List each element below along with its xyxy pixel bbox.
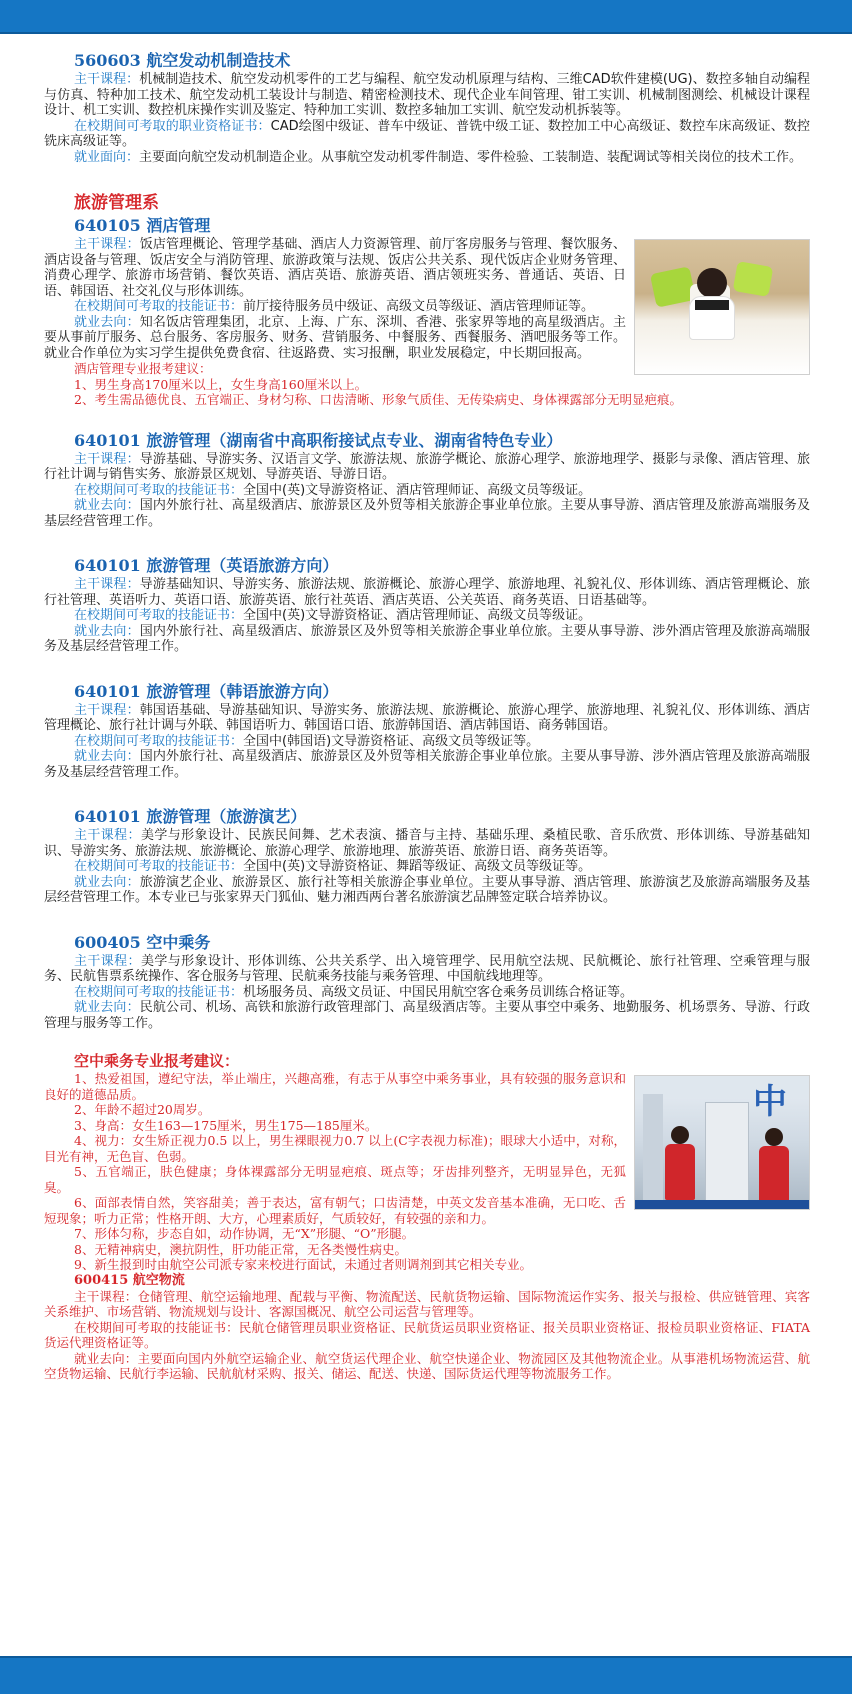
cert-text: 全国中(英)文导游资格证、酒店管理师证、高级文员等级证。 [243,608,592,623]
major-title: 640101 旅游管理（湖南省中高职衔接试点专业、湖南省特色专业） [74,430,563,450]
courses-label: 主干课程： [74,577,140,592]
major-cert [44,734,810,750]
major-title: 600405 空中乘务 [74,932,211,952]
major-job [44,498,810,529]
advice-item: 3、身高：女生163—175厘米，男生175—185厘米。 [74,1117,378,1133]
major-cert [44,608,810,624]
major-title-600415: 600415 航空物流 [74,1272,185,1288]
bottom-banner [0,1656,852,1694]
cert-text: 全国中(韩国语)文导游资格证、高级文员等级证等。 [243,733,540,749]
courses-text: 美学与形象设计、民族民间舞、艺术表演、播音与主持、基础乐理、桑植民歌、音乐欣赏、形体训练、导游基础知识、导游实务、旅游法规、旅游概论、旅游心理学、旅游地理、旅游英语、旅游日语、商务英语等。 [44,828,810,859]
major-640101-english [44,555,810,655]
major-cert [44,119,810,150]
job-label: 就业面向： [74,149,140,165]
hotel-photo [634,239,810,375]
job-label: 就业去向： [74,874,140,890]
cert-label: 在校期间可考取的技能证书： [74,859,244,874]
cert-label: 在校期间可考取的技能证书： [74,608,244,623]
major-courses [44,703,810,734]
advice-item: 2、考生需品德优良、五官端正、身材匀称、口齿清晰、形象气质佳、无传染病史、身体裸露部分无明显疤痕。 [74,392,682,407]
job-text: 旅游演艺企业、旅游景区、旅行社等相关旅游企事业单位。主要从事导游、酒店管理、旅游演艺及旅游高端服务及基层经营管理工作。本专业已与张家界天门狐仙、魅力湘西两台著名旅游演艺品牌签定联合培养协议。 [44,874,810,905]
job-label: 就业去向： [74,314,140,330]
job-text: 主要面向航空发动机制造企业。从事航空发动机零件制造、零件检验、工装制造、装配调试等相关岗位的技术工作。 [139,149,803,165]
major-560603 [44,50,810,165]
major-title: 640101 旅游管理（韩语旅游方向） [74,681,339,701]
cert-text: 机场服务员、高级文员证、中国民用航空客仓乘务员训练合格证等。 [243,984,634,1000]
major-job [44,875,810,906]
advice-item: 1、男生身高170厘米以上，女生身高160厘米以上。 [74,376,368,392]
advice-item: 1、热爱祖国，遵纪守法，举止端庄，兴趣高雅，有志于从事空中乘务事业，具有较强的服务意识和良好的道德品质。 [44,1071,626,1102]
job-label: 就业去向： [74,498,140,513]
advice-item: 8、无精神病史，澳抗阴性，肝功能正常，无各类慢性病史。 [74,1241,407,1257]
major-job [44,1000,810,1031]
job-label: 就业去向： [74,749,140,764]
courses-label: 主干课程： [74,72,140,87]
advice-item: 4、视力：女生矫正视力0.5 以上，男生裸眼视力0.7 以上(C字表视力标准)；眼球大小适中，对称，目光有神，无色盲、色弱。 [44,1133,626,1164]
major-640105 [44,191,810,408]
major-title: 640101 旅游管理（旅游演艺） [74,807,307,826]
flight-attendant-advice [44,1051,810,1382]
job-label: 就业去向： [74,1000,140,1015]
major-job [44,749,810,780]
advice-item: 6、面部表情自然，笑容甜美；善于表达，富有朝气；口齿清楚，中英文发音基本准确，无口吃、舌短现象；听力正常；性格开朗、大方，心理素质好，气质较好，有较强的亲和力。 [44,1195,626,1226]
advice-item: 2、年龄不超过20周岁。 [74,1102,211,1117]
major-courses [44,828,810,859]
cert-label: 在校期间可考取的技能证书： [74,733,244,749]
courses-label: 主干课程： [74,702,140,718]
major-job: 就业去向：主要面向国内外航空运输企业、航空货运代理企业、航空快递企业、物流园区及其他物流企业。从事港机场物流运营、航空货物运输、民航行李运输、民航航材采购、报关、储运、配送、快递、国际货运代理等物流服务工作。 [44,1350,810,1381]
courses-text: 美学与形象设计、形体训练、公共关系学、出入境管理学、民用航空法规、民航概论、旅行社管理、空乘管理与服务、民航售票系统操作、客仓服务与管理、民航乘务技能与乘务管理、中国航线地理等。 [44,953,810,984]
major-cert [44,483,810,499]
major-640101-tourism [44,430,810,530]
courses-label: 主干课程： [74,451,140,467]
job-label: 就业去向： [74,623,140,639]
major-courses [44,72,810,119]
cert-label: 在校期间可考取的技能证书： [74,984,244,1000]
courses-label: 主干课程： [74,828,141,843]
courses-text: 饭店管理概论、管理学基础、酒店人力资源管理、前厅客房服务与管理、餐饮服务、酒店设备与管理、饭店安全与消防管理、旅游政策与法规、饭店公共关系、现代饭店企业财务管理、消费心理学、旅游市场营销、餐饮英语、酒店英语、旅游英语、酒店领班实务、普通话、英语、日语、韩国语、社交礼仪与形体训练。 [44,237,626,299]
top-banner [0,0,852,34]
major-title: 640101 旅游管理（英语旅游方向） [74,556,339,575]
courses-text: 机械制造技术、航空发动机零件的工艺与编程、航空发动机原理与结构、三维CAD软件建模(UG)、数控多轴自动编程与仿真、特种加工技术、航空发动机工装设计与制造、精密检测技术、现代企业车间管理、钳工实训、机械制图测绘、机械设计课程设计、机工实训、数控机床操作实训及鉴定、特种加工实训、数控多轴加工实训、航空发动机拆装等。 [44,72,810,118]
major-640101-korean [44,681,810,781]
cert-label: 在校期间可考取的职业资格证书： [74,118,271,134]
job-text: 国内外旅行社、高星级酒店、旅游景区及外贸等相关旅游企事业单位旅。主要从事导游、酒店管理及旅游高端服务及基层经营管理工作。 [44,498,810,529]
courses-label: 主干课程： [74,953,141,969]
courses-text: 韩国语基础、导游基础知识、导游实务、旅游法规、旅游概论、旅游心理学、旅游地理、礼貌礼仪、形体训练、酒店管理概论、旅行社计调与外联、韩国语听力、韩国语口语、旅游韩国语、酒店韩国语、商务韩国语。 [44,702,810,733]
major-600405 [44,932,810,1032]
job-text: 国内外旅行社、高星级酒店、旅游景区及外贸等相关旅游企事业单位旅。主要从事导游、涉外酒店管理及旅游高端服务及基层经营管理工作。 [44,623,810,654]
courses-text: 导游基础知识、导游实务、旅游法规、旅游概论、旅游心理学、旅游地理、礼貌礼仪、形体训练、酒店管理概论、旅行社管理、英语听力、英语口语、旅游英语、旅行社英语、酒店英语、公关英语、商务英语、日语基础等。 [44,577,810,608]
cert-label: 在校期间可考取的技能证书： [74,299,244,314]
department-title: 旅游管理系 [74,193,159,213]
major-cert: 在校期间可考取的技能证书：民航仓储管理员职业资格证、民航货运员职业资格证、报关员职业资格证、报检员职业资格证、FIATA 货运代理资格证等。 [44,1319,810,1350]
major-title: 560603 航空发动机制造技术 [74,51,291,70]
advice-item: 9、新生报到时由航空公司派专家来校进行面试，未通过者则调剂到其它相关专业。 [74,1257,532,1272]
cert-label: 在校期间可考取的技能证书： [74,482,244,498]
major-courses [44,577,810,608]
cert-text: CAD绘图中级证、普车中级证、普铣中级工证、数控加工中心高级证、数控车床高级证、数控铣床高级证等。 [44,118,810,149]
courses-label: 主干课程： [74,237,140,252]
major-courses [44,954,810,985]
cert-text: 前厅接待服务员中级证、高级文员等级证、酒店管理师证等。 [243,299,595,314]
major-cert [44,985,810,1001]
advice-item: 7、形体匀称，步态自如，动作协调，无“X”形腿、“O”形腿。 [74,1226,415,1241]
major-courses: 主干课程：仓储管理、航空运输地理、配载与平衡、物流配送、民航货物运输、国际物流运作实务、报关与报检、供应链管理、宾客关系维护、市场营销、物流规划与设计、客源国概况、航空公司运营与管理等。 [44,1288,810,1319]
job-text: 知名饭店管理集团，北京、上海、广东、深圳、香港、张家界等地的高星级酒店。主要从事前厅服务、总台服务、客房服务、财务、营销服务、中餐服务、西餐服务、酒吧服务等工作。就业合作单位为实习学生提供免费食宿、往返路费、实习报酬，职业发展稳定，中长期回报高。 [44,314,626,361]
flight-attendant-photo: 中 [634,1075,810,1210]
cert-text: 全国中(英)文导游资格证、酒店管理师证、高级文员等级证。 [243,482,592,498]
major-640101-performance [44,806,810,906]
advice-item: 5、五官端正，肤色健康；身体裸露部分无明显疤痕、斑点等；牙齿排列整齐，无明显异色，无狐臭。 [44,1164,626,1195]
page-content [44,50,810,1382]
advice-title: 空中乘务专业报考建议： [74,1052,240,1070]
job-text: 民航公司、机场、高铁和旅游行政管理部门、高星级酒店等。主要从事空中乘务、地勤服务、机场票务、导游、行政管理与服务等工作。 [44,1000,810,1031]
major-courses [44,452,810,483]
major-job [44,150,810,166]
courses-text: 导游基础、导游实务、汉语言文学、旅游法规、旅游学概论、旅游心理学、旅游地理学、摄影与录像、酒店管理、旅行社计调与销售实务、旅游景区规划、导游英语、导游日语。 [44,451,810,482]
major-title: 640105 酒店管理 [74,216,211,235]
job-text: 国内外旅行社、高星级酒店、旅游景区及外贸等相关旅游企事业单位旅。主要从事导游、涉外酒店管理及旅游高端服务及基层经营管理工作。 [44,749,810,780]
major-cert [44,859,810,875]
cert-text: 全国中(英)文导游资格证、舞蹈等级证、高级文员等级证等。 [243,859,592,874]
advice-title: 酒店管理专业报考建议： [74,361,212,376]
major-job [44,624,810,655]
